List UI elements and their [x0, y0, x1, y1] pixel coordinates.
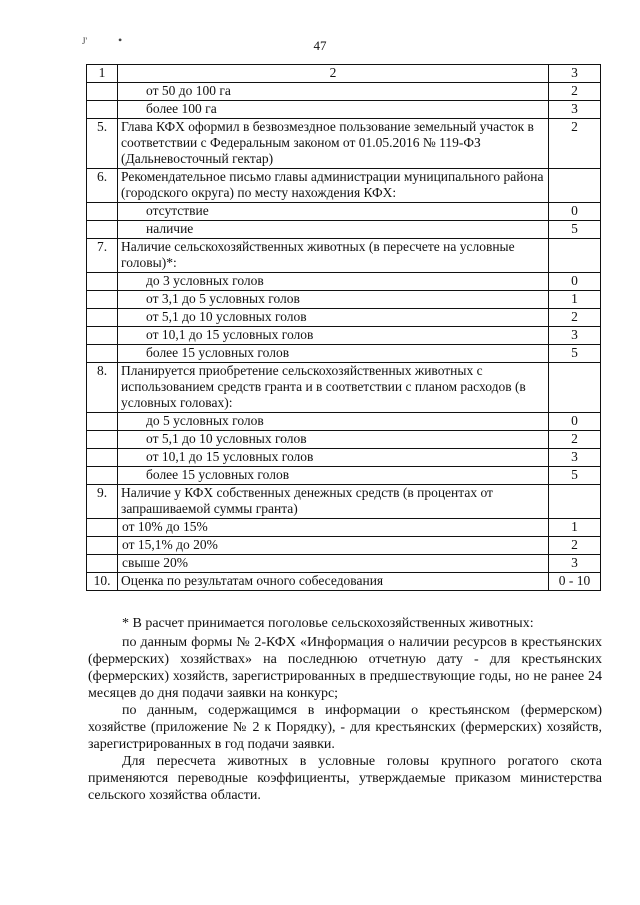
- table-row: [87, 239, 601, 273]
- criterion-cell: от 5,1 до 10 условных голов: [118, 309, 549, 327]
- row-number-cell: [87, 203, 118, 221]
- criterion-cell: Оценка по результатам очного собеседования: [118, 573, 549, 591]
- points-cell: 2: [549, 83, 601, 101]
- points-cell: 3: [549, 555, 601, 573]
- points-cell: [549, 169, 601, 203]
- criterion-cell: до 5 условных голов: [118, 413, 549, 431]
- row-number-cell: [87, 83, 118, 101]
- criterion-cell: от 15,1% до 20%: [118, 537, 549, 555]
- table-row: [87, 485, 601, 519]
- row-number-cell: [87, 221, 118, 239]
- criterion-cell: отсутствие: [118, 203, 549, 221]
- criterion-cell: Планируется приобретение сельскохозяйственных животных с использованием средств гранта и в соответствии с планом расходов (в условных головах):: [118, 363, 549, 413]
- criterion-cell: свыше 20%: [118, 555, 549, 573]
- points-cell: 3: [549, 449, 601, 467]
- header-cell-criterion: 2: [118, 65, 549, 83]
- page-number: 47: [313, 38, 327, 53]
- criterion-cell: наличие: [118, 221, 549, 239]
- row-number-cell: [87, 449, 118, 467]
- points-cell: 0: [549, 413, 601, 431]
- points-cell: 0: [549, 203, 601, 221]
- table-row: [87, 273, 601, 291]
- table-row: [87, 203, 601, 221]
- row-number-cell: [87, 273, 118, 291]
- criterion-cell: до 3 условных голов: [118, 273, 549, 291]
- table-row: [87, 413, 601, 431]
- table-row: [87, 83, 601, 101]
- table-row: [87, 291, 601, 309]
- points-cell: 2: [549, 119, 601, 169]
- criterion-cell: от 3,1 до 5 условных голов: [118, 291, 549, 309]
- points-cell: 2: [549, 431, 601, 449]
- points-cell: 5: [549, 221, 601, 239]
- table-row: [87, 573, 601, 591]
- row-number-cell: 10.: [87, 573, 118, 591]
- points-cell: 3: [549, 101, 601, 119]
- criterion-cell: от 10% до 15%: [118, 519, 549, 537]
- row-number-cell: [87, 327, 118, 345]
- table-row: [87, 537, 601, 555]
- footnote-paragraph-1: по данным формы № 2-КФХ «Информация о наличии ресурсов в крестьянских (фермерских) хозяйствах» на последнюю отчетную дату - для крестьянских (фермерских) хозяйств, зарегистрированных в предшествующие годы, но не ранее 24 месяцев до дня подачи заявки на конкурс;: [88, 635, 602, 701]
- points-cell: 5: [549, 345, 601, 363]
- criterion-cell: более 15 условных голов: [118, 467, 549, 485]
- footnote-paragraph-2: по данным, содержащимся в информации о крестьянском (фермерском) хозяйстве (приложение № 2 к Порядку), - для крестьянских (фермерских) хозяйств, зарегистрированных в год подачи заявки.: [88, 703, 602, 752]
- scan-dot: •: [118, 33, 123, 47]
- points-cell: 1: [549, 291, 601, 309]
- row-number-cell: [87, 537, 118, 555]
- row-number-cell: [87, 291, 118, 309]
- criteria-table: [86, 64, 601, 591]
- points-cell: 3: [549, 327, 601, 345]
- criterion-cell: Глава КФХ оформил в безвозмездное пользование земельный участок в соответствии с Федеральным законом от 01.05.2016 № 119-ФЗ (Дальневосточный гектар): [118, 119, 549, 169]
- footnotes: [88, 615, 602, 804]
- table-row: [87, 449, 601, 467]
- row-number-cell: [87, 413, 118, 431]
- row-number-cell: [87, 345, 118, 363]
- table-row: [87, 309, 601, 327]
- table-row: [87, 119, 601, 169]
- row-number-cell: [87, 519, 118, 537]
- criterion-cell: Рекомендательное письмо главы администрации муниципального района (городского округа) по месту нахождения КФХ:: [118, 169, 549, 203]
- table-row: [87, 555, 601, 573]
- row-number-cell: [87, 431, 118, 449]
- row-number-cell: 6.: [87, 169, 118, 203]
- table-row: [87, 169, 601, 203]
- row-number-cell: [87, 555, 118, 573]
- points-cell: 0 - 10: [549, 573, 601, 591]
- row-number-cell: [87, 309, 118, 327]
- table-row: [87, 345, 601, 363]
- table-body: [87, 83, 601, 591]
- criterion-cell: более 100 га: [118, 101, 549, 119]
- row-number-cell: [87, 467, 118, 485]
- table-row: [87, 431, 601, 449]
- criterion-cell: более 15 условных голов: [118, 345, 549, 363]
- points-cell: 5: [549, 467, 601, 485]
- points-cell: 2: [549, 537, 601, 555]
- row-number-cell: 5.: [87, 119, 118, 169]
- table-row: [87, 327, 601, 345]
- criterion-cell: Наличие у КФХ собственных денежных средств (в процентах от запрашиваемой суммы гранта): [118, 485, 549, 519]
- header-cell-number: 1: [87, 65, 118, 83]
- points-cell: [549, 239, 601, 273]
- criterion-cell: от 50 до 100 га: [118, 83, 549, 101]
- row-number-cell: 7.: [87, 239, 118, 273]
- footnote-star: * В расчет принимается поголовье сельскохозяйственных животных:: [122, 616, 534, 631]
- table-row: [87, 519, 601, 537]
- header-cell-points: 3: [549, 65, 601, 83]
- scan-mark: J': [82, 36, 88, 46]
- criterion-cell: от 5,1 до 10 условных голов: [118, 431, 549, 449]
- row-number-cell: [87, 101, 118, 119]
- table-row: [87, 363, 601, 413]
- row-number-cell: 9.: [87, 485, 118, 519]
- table-header-row: [87, 65, 601, 83]
- table-row: [87, 467, 601, 485]
- points-cell: [549, 363, 601, 413]
- points-cell: 1: [549, 519, 601, 537]
- table-row: [87, 221, 601, 239]
- row-number-cell: 8.: [87, 363, 118, 413]
- points-cell: 2: [549, 309, 601, 327]
- criterion-cell: от 10,1 до 15 условных голов: [118, 449, 549, 467]
- criterion-cell: от 10,1 до 15 условных голов: [118, 327, 549, 345]
- points-cell: 0: [549, 273, 601, 291]
- points-cell: [549, 485, 601, 519]
- table-row: [87, 101, 601, 119]
- criterion-cell: Наличие сельскохозяйственных животных (в пересчете на условные головы)*:: [118, 239, 549, 273]
- footnote-paragraph-3: Для пересчета животных в условные головы крупного рогатого скота применяются переводные коэффициенты, утверждаемые приказом министерства сельского хозяйства области.: [88, 754, 602, 803]
